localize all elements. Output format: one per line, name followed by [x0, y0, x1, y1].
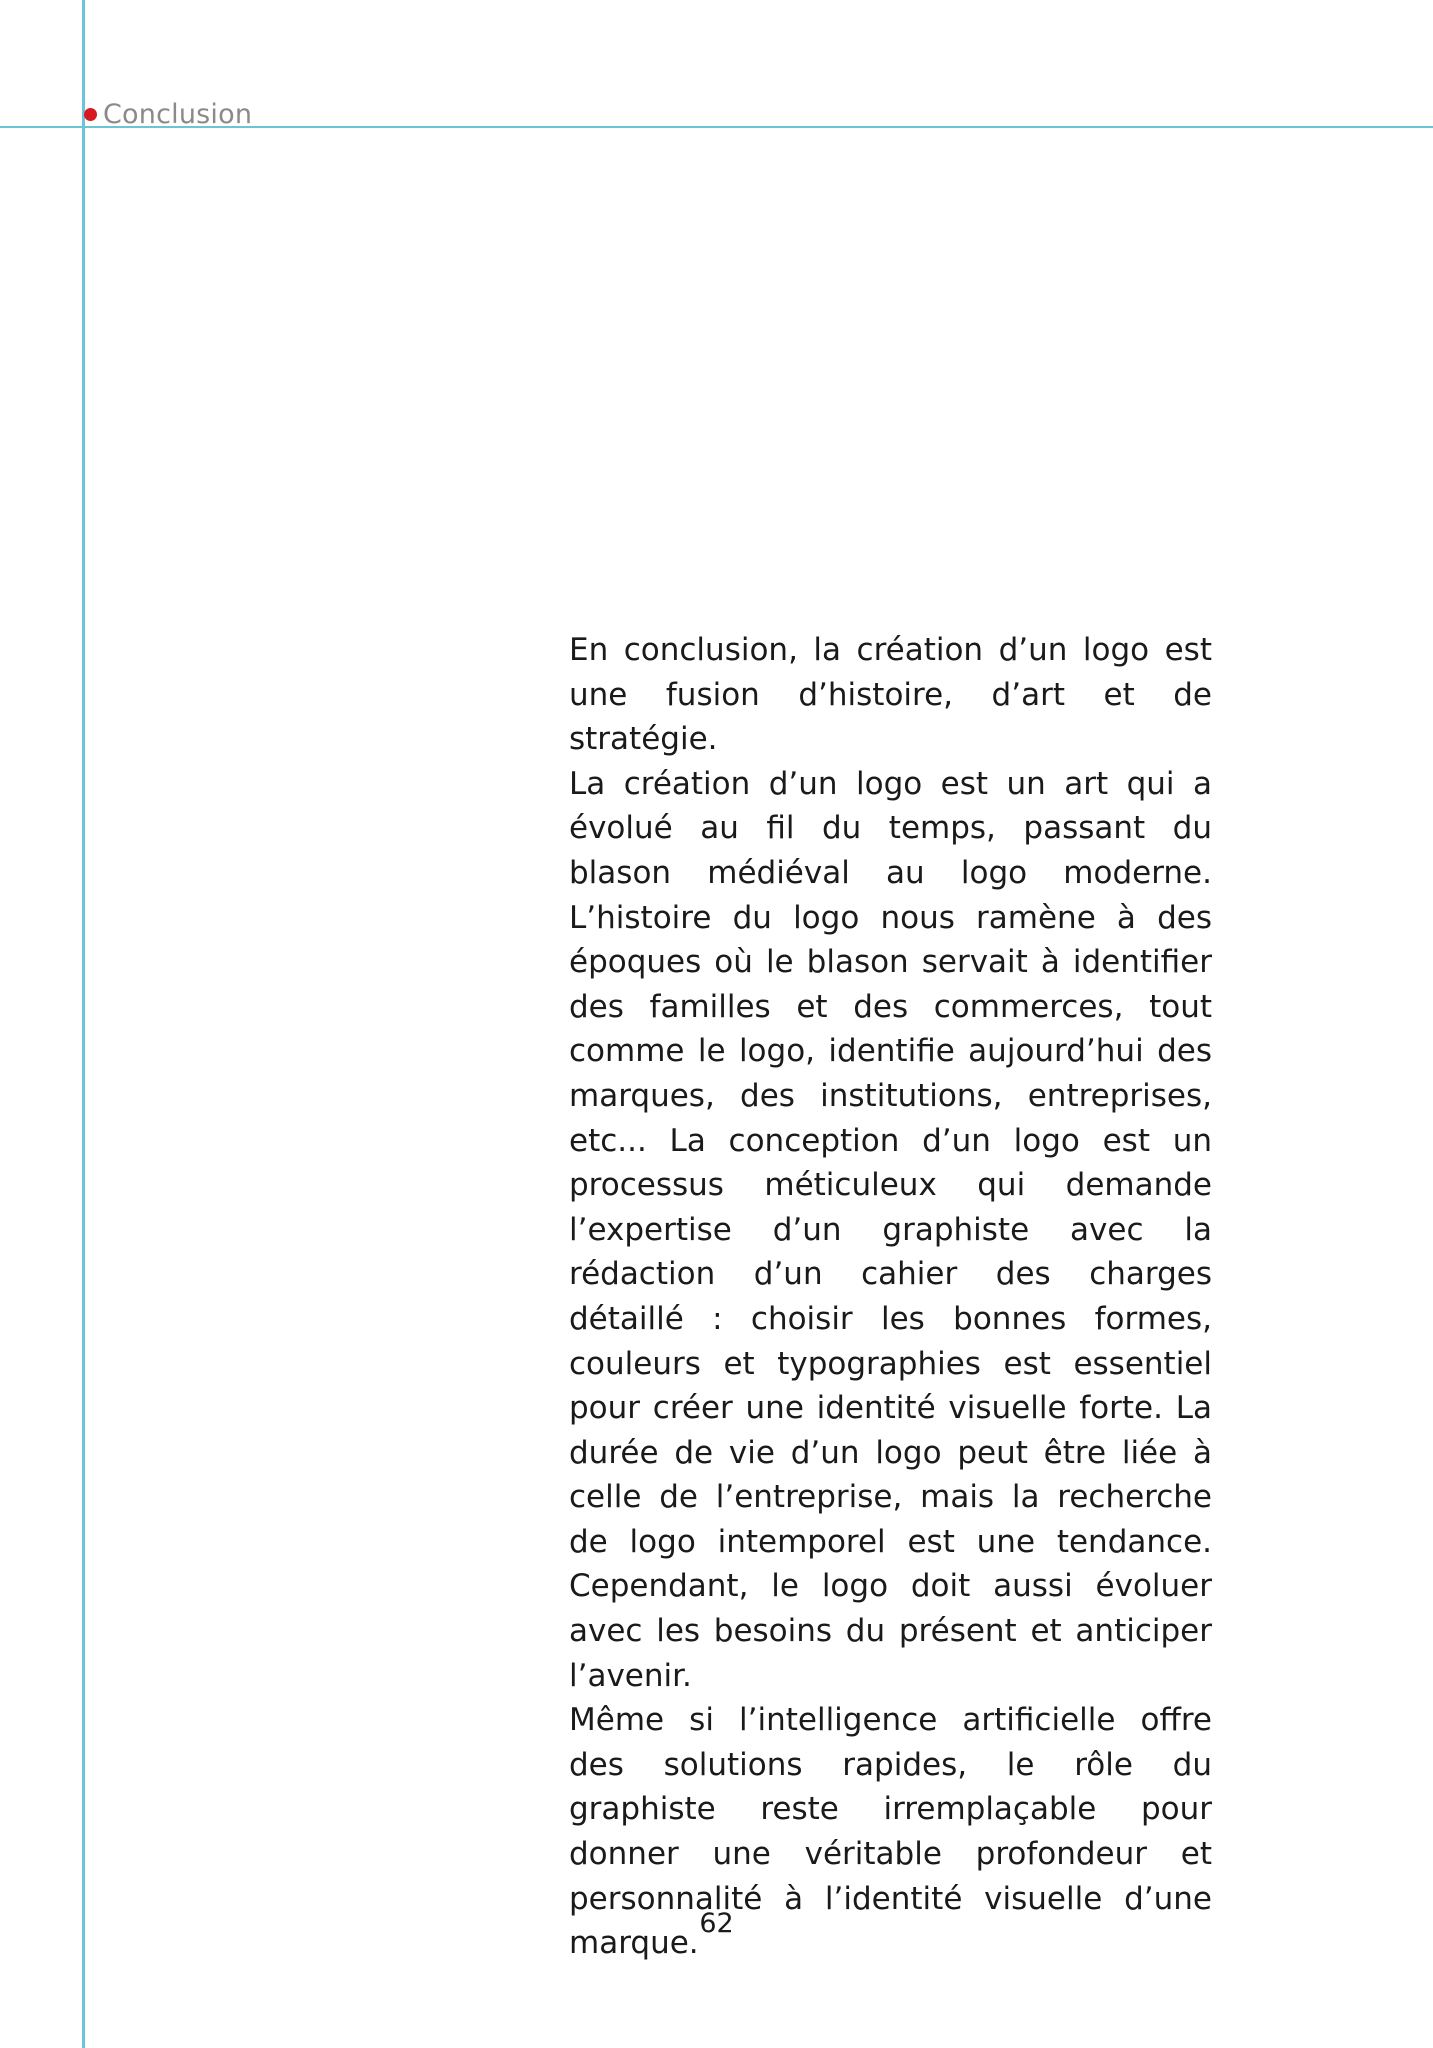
section-header	[84, 98, 252, 130]
paragraph-ai: Même si l’intelligence artificielle offre des solutions rapides, le rôle du graphiste reste irremplaçable pour donner une véritable profondeur et personnalité à l’identité visuelle d’une marque.	[569, 1702, 1212, 1962]
paragraph-history: La création d’un logo est un art qui a évolué au fil du temps, passant du blason médiéval au logo moderne. L’histoire du logo nous ramène à des époques où le blason servait à identifier des familles et des commerces, tout comme le logo, identifie aujourd’hui des marques, des institutions, entreprises, etc... La conception d’un logo est un processus méticuleux qui demande l’expertise d’un graphiste avec la rédaction d’un cahier des charges détaillé : choisir les bonnes formes, couleurs et typographies est essentiel pour créer une identité visuelle forte. La durée de vie d’un logo peut être liée à celle de l’entreprise, mais la recherche de logo intemporel est une tendance. Cependant, le logo doit aussi évoluer avec les besoins du présent et anticiper l’avenir.	[569, 765, 1212, 1694]
vertical-guide-line	[82, 0, 85, 2048]
page-number: 62	[699, 1908, 734, 1939]
paragraph-intro: En conclusion, la création d’un logo est une fusion d’histoire, d’art et de stratégie.	[569, 632, 1212, 758]
body-text	[569, 628, 1212, 1966]
red-bullet-icon	[84, 108, 97, 121]
section-title: Conclusion	[103, 98, 253, 130]
